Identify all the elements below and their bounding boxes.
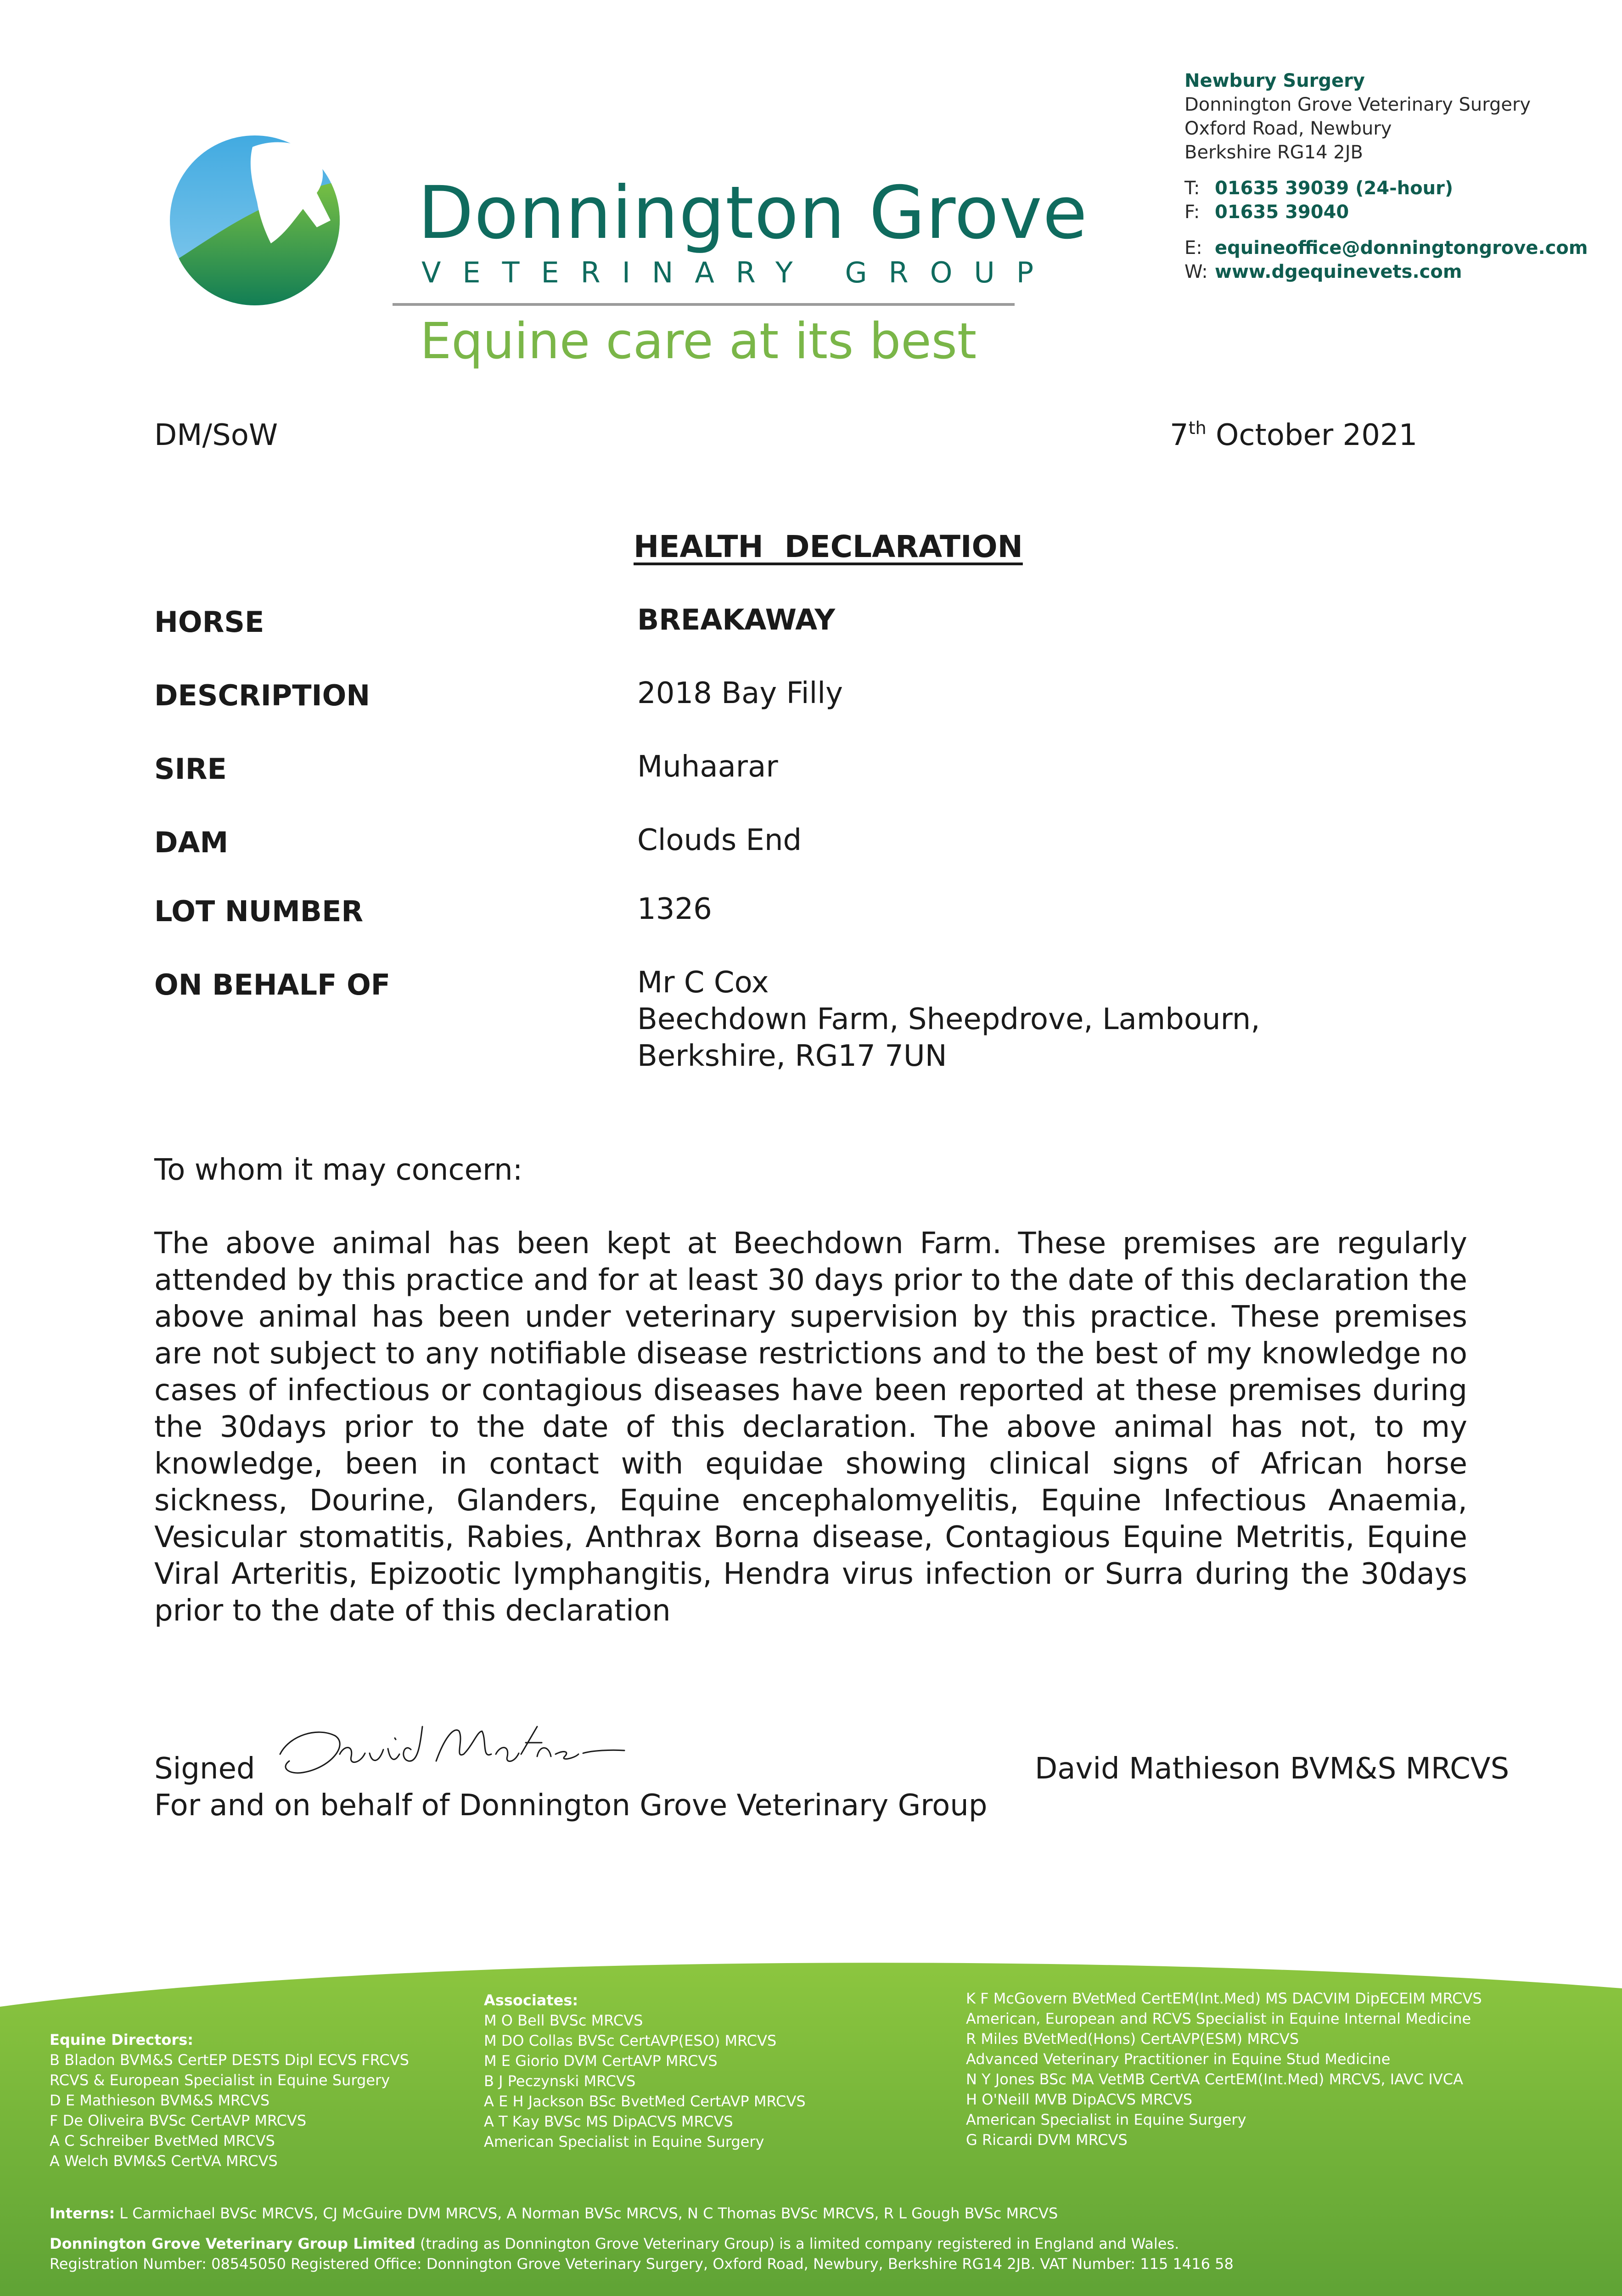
- interns-line: [50, 2203, 1058, 2223]
- signed-label: Signed: [154, 1752, 255, 1786]
- field-label-description: DESCRIPTION: [154, 679, 370, 712]
- owner-address-line: Berkshire, RG17 7UN: [637, 1039, 947, 1073]
- brand-name: Donnington Grove: [418, 171, 1088, 255]
- tel-label: T:: [1184, 178, 1200, 199]
- field-label-lot-number: LOT NUMBER: [154, 895, 364, 928]
- signatory-name: David Mathieson BVM&S MRCVS: [1035, 1752, 1510, 1786]
- associate-entry: M DO Collas BVSc CertAVP(ESO) MRCVS: [484, 2032, 777, 2049]
- email-link[interactable]: equineoffice@donningtongrove.com: [1215, 237, 1588, 259]
- fax-row: [1184, 200, 1588, 224]
- directors-heading: Equine Directors:: [50, 2031, 194, 2048]
- director-entry: B Bladon BVM&S CertEP DESTS Dipl ECVS FRCVS: [50, 2051, 409, 2069]
- fax-number: 01635 39040: [1215, 202, 1349, 223]
- associate-entry: American, European and RCVS Specialist in Equine Internal Medicine: [966, 2010, 1471, 2027]
- fax-label: F:: [1184, 202, 1200, 223]
- associate-entry: N Y Jones BSc MA VetMB CertVA CertEM(Int.Med) MRCVS, IAVC IVCA: [966, 2071, 1463, 2088]
- associate-entry: M E Giorio DVM CertAVP MRCVS: [484, 2052, 718, 2070]
- email-row: [1184, 236, 1588, 260]
- field-value-lot-number: 1326: [637, 892, 712, 926]
- directors-list: [50, 2030, 409, 2171]
- associate-entry: B J Peczynski MRCVS: [484, 2072, 636, 2090]
- associate-entry: H O'Neill MVB DipACVS MRCVS: [966, 2091, 1192, 2108]
- contact-block: [1184, 69, 1588, 284]
- field-value-horse: BREAKAWAY: [637, 603, 836, 636]
- letter-date: 7th October 2021: [1170, 418, 1418, 452]
- associate-entry: A E H Jackson BSc BvetMed CertAVP MRCVS: [484, 2093, 806, 2110]
- associates-heading: Associates:: [484, 1992, 578, 2009]
- handwritten-signature: [262, 1699, 629, 1791]
- field-value-sire: Muhaarar: [637, 750, 778, 784]
- company-name: Donnington Grove Veterinary Group Limited: [50, 2235, 415, 2252]
- director-entry: D E Mathieson BVM&S MRCVS: [50, 2092, 270, 2109]
- brand-divider: [393, 303, 1015, 306]
- associate-entry: G Ricardi DVM MRCVS: [966, 2131, 1128, 2149]
- owner-address-line: Beechdown Farm, Sheepdrove, Lambourn,: [637, 1002, 1260, 1036]
- field-label-sire: SIRE: [154, 752, 227, 786]
- email-label: E:: [1184, 237, 1202, 259]
- associates-list-continued: [966, 1988, 1482, 2150]
- director-entry: RCVS & European Specialist in Equine Surgery: [50, 2071, 390, 2089]
- associate-entry: R Miles BVetMed(Hons) CertAVP(ESM) MRCVS: [966, 2030, 1299, 2048]
- brand-tagline: Equine care at its best: [420, 313, 977, 370]
- associates-list: [484, 1990, 806, 2152]
- reference: DM/SoW: [154, 418, 278, 452]
- surgery-name: Newbury Surgery: [1184, 70, 1365, 91]
- associate-entry: Advanced Veterinary Practitioner in Equine Stud Medicine: [966, 2050, 1391, 2068]
- field-label-on-behalf-of: ON BEHALF OF: [154, 968, 391, 1002]
- web-label: W:: [1184, 261, 1208, 282]
- logo-horse-mark: [165, 129, 349, 312]
- telephone-row: [1184, 176, 1588, 200]
- interns-names: L Carmichael BVSc MRCVS, CJ McGuire DVM MRCVS, A Norman BVSc MRCVS, N C Thomas BVSc MRCVS, R L Gough BVSc MRCVS: [115, 2205, 1058, 2222]
- associate-entry: American Specialist in Equine Surgery: [966, 2111, 1246, 2128]
- field-value-on-behalf-of: [637, 964, 1260, 1075]
- associate-entry: M O Bell BVSc MRCVS: [484, 2012, 643, 2029]
- document-title: HEALTH DECLARATION: [634, 529, 1023, 564]
- website-link[interactable]: www.dgequinevets.com: [1215, 261, 1462, 282]
- director-entry: F De Oliveira BVSc CertAVP MRCVS: [50, 2112, 307, 2129]
- address-line: Donnington Grove Veterinary Surgery: [1184, 94, 1531, 115]
- address-line: Berkshire RG14 2JB: [1184, 142, 1363, 163]
- owner-name: Mr C Cox: [637, 966, 769, 1000]
- field-label-horse: HORSE: [154, 605, 264, 639]
- web-row: [1184, 260, 1588, 284]
- director-entry: A Welch BVM&S CertVA MRCVS: [50, 2152, 278, 2170]
- telephone-number: 01635 39039 (24-hour): [1215, 178, 1454, 199]
- associate-entry: K F McGovern BVetMed CertEM(Int.Med) MS DACVIM DipECEIM MRCVS: [966, 1990, 1482, 2007]
- company-text: (trading as Donnington Grove Veterinary Group) is a limited company registered in England and Wales.: [415, 2235, 1179, 2252]
- interns-heading: Interns:: [50, 2205, 115, 2222]
- field-value-dam: Clouds End: [637, 823, 802, 857]
- director-entry: A C Schreiber BvetMed MRCVS: [50, 2132, 275, 2150]
- declaration-paragraph: The above animal has been kept at Beechdown Farm. These premises are regularly attended by this practice and for at least 30 days prior to the date of this declaration the above animal has been under veterinary supervision by this practice. These premises are not subject to any notifiable disease restrictions and to the best of my knowledge no cases of infectious or contagious diseases have been reported at these premises during the 30days prior to the date of this declaration. The above animal has not, to my knowledge, been in contact with equidae showing clinical signs of African horse sickness, Dourine, Glanders, Equine encephalomyelitis, Equine Infectious Anaemia, Vesicular stomatitis, Rabies, Anthrax Borna disease, Contagious Equine Metritis, Equine Viral Arteritis, Epizootic lymphangitis, Hendra virus infection or Surra during the 30days prior to the date of this declaration: [154, 1227, 1467, 1628]
- brand-subtitle: VETERINARY GROUP: [421, 256, 1055, 289]
- associate-entry: American Specialist in Equine Surgery: [484, 2133, 764, 2150]
- registration-line: Registration Number: 08545050 Registered Office: Donnington Grove Veterinary Surgery, Oxford Road, Newbury, Berkshire RG14 2JB. VAT Number: 115 1416 58: [50, 2255, 1234, 2273]
- field-value-description: 2018 Bay Filly: [637, 676, 843, 710]
- field-label-dam: DAM: [154, 826, 229, 859]
- company-info: [50, 2234, 1234, 2274]
- salutation: To whom it may concern:: [154, 1153, 523, 1187]
- address-line: Oxford Road, Newbury: [1184, 118, 1392, 139]
- on-behalf-line: For and on behalf of Donnington Grove Veterinary Group: [154, 1789, 988, 1823]
- associate-entry: A T Kay BVSc MS DipACVS MRCVS: [484, 2113, 733, 2130]
